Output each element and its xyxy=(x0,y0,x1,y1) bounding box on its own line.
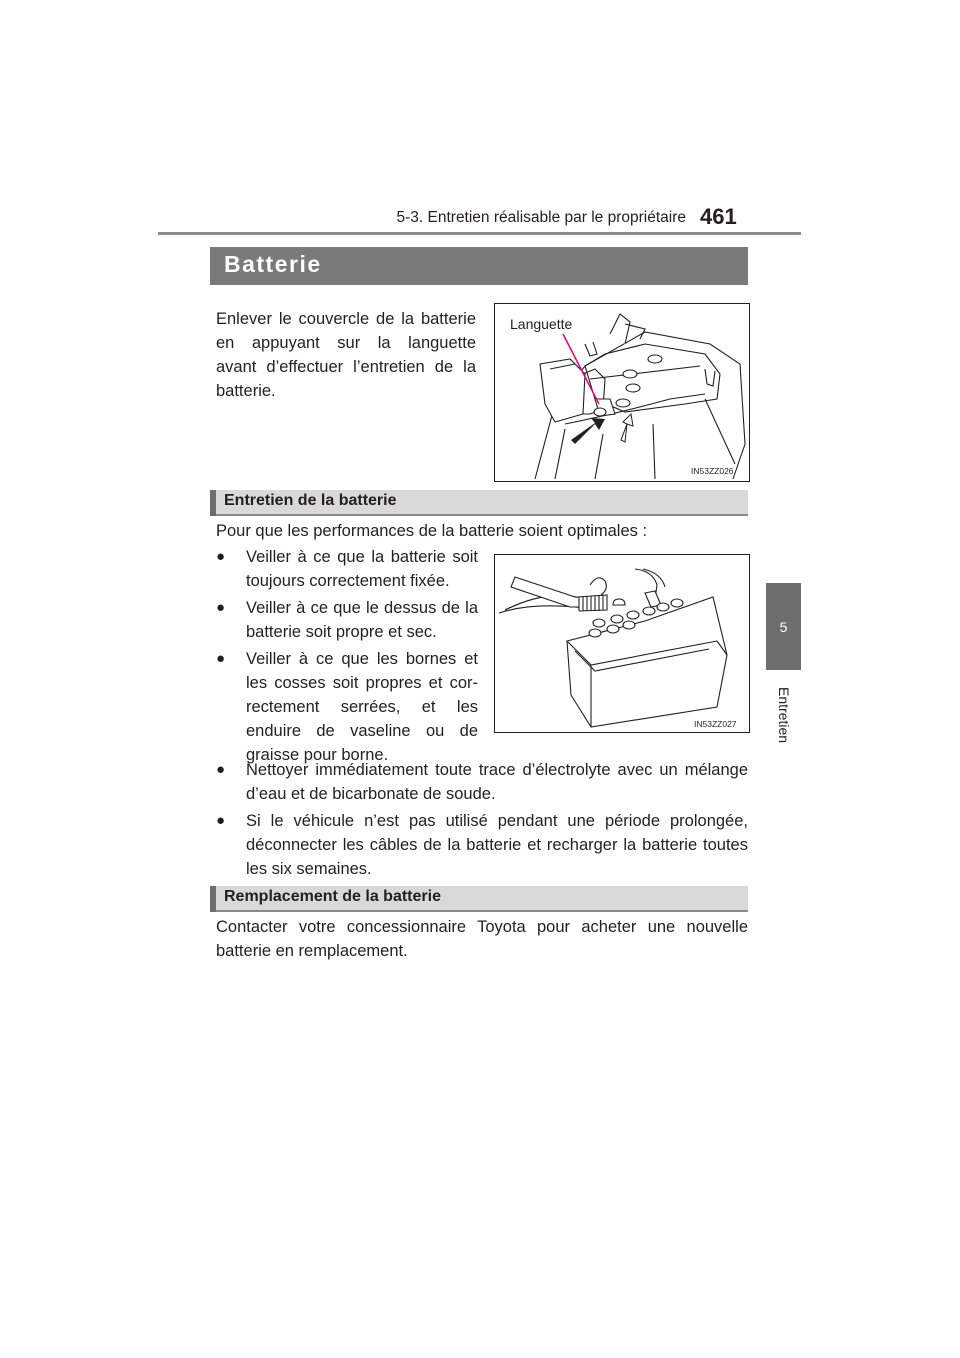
section-heading-bar xyxy=(210,490,748,516)
bullet-line: les six semaines. xyxy=(246,860,372,878)
bullet-line: graisse pour borne. xyxy=(246,746,389,764)
bullet-line: Nettoyer immédiatement toute trace d’électrolyte avec un mélange xyxy=(246,761,748,779)
section-heading: Remplacement de la batterie xyxy=(224,888,441,905)
page-number: 461 xyxy=(700,204,737,229)
chapter-tab-label xyxy=(767,680,801,750)
callout-languette: Languette xyxy=(510,316,573,332)
replacement-paragraph xyxy=(216,915,748,963)
bullet-line: enduire de vaseline ou de xyxy=(246,722,478,740)
header-rule xyxy=(158,232,801,235)
battery-cleaning-illustration xyxy=(495,555,749,732)
section-marker xyxy=(210,490,216,516)
bullet-line: Si le véhicule n’est pas utilisé pendant une période prolongée, xyxy=(246,812,748,830)
section-lead: Pour que les performances de la batterie soient optimales : xyxy=(216,522,648,540)
paragraph-line: Contacter votre concessionnaire Toyota pour acheter une nouvelle xyxy=(216,918,748,936)
chapter-number: 5 xyxy=(779,618,788,635)
paragraph-line: batterie en remplacement. xyxy=(216,942,408,960)
intro-line: avant d’effectuer l’entretien de la xyxy=(216,358,476,376)
battery-cover-illustration xyxy=(495,304,749,481)
figure-code: IN53ZZ026 xyxy=(691,466,734,476)
figure-code: IN53ZZ027 xyxy=(694,719,737,729)
chapter-tab xyxy=(766,583,801,670)
bullet-line: déconnecter les câbles de la batterie et recharger la batterie toutes xyxy=(246,836,748,854)
page-title: Batterie xyxy=(224,251,322,277)
battery-cover-figure xyxy=(494,303,750,482)
section-marker xyxy=(210,886,216,912)
bullet-line: Veiller à ce que le dessus de la xyxy=(246,599,478,617)
bullet-line: Veiller à ce que les bornes et xyxy=(246,650,478,668)
section-heading: Entretien de la batterie xyxy=(224,492,397,509)
chapter-name: Entretien xyxy=(776,686,792,744)
intro-paragraph xyxy=(216,307,476,403)
bullet-line: les cosses soit propres et cor- xyxy=(246,674,478,692)
bullet-marker: ● xyxy=(216,599,226,616)
bullet-line: batterie soit propre et sec. xyxy=(246,623,437,641)
bullet-line: Veiller à ce que la batterie soit xyxy=(246,548,478,566)
bullet-line: toujours correctement fixée. xyxy=(246,572,450,590)
intro-line: en appuyant sur la languette xyxy=(216,334,476,352)
section-heading-bar xyxy=(210,886,748,912)
bullet-marker: ● xyxy=(216,761,226,778)
bullet-marker: ● xyxy=(216,650,226,667)
intro-line: batterie. xyxy=(216,382,276,400)
intro-line: Enlever le couvercle de la batterie xyxy=(216,310,476,328)
bullet-marker: ● xyxy=(216,812,226,829)
bullet-marker: ● xyxy=(216,548,226,565)
battery-cleaning-figure xyxy=(494,554,750,733)
bullet-line: d’eau et de bicarbonate de soude. xyxy=(246,785,496,803)
bullet-line: rectement serrées, et les xyxy=(246,698,478,716)
running-header-section: 5-3. Entretien réalisable par le propriétaire xyxy=(396,209,686,226)
page-title-bar xyxy=(210,247,748,285)
